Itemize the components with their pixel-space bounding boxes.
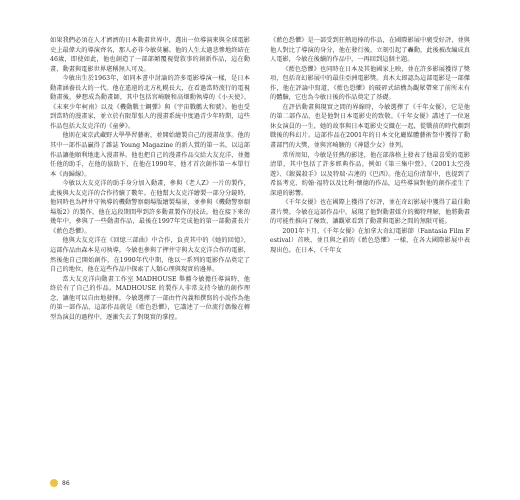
- paragraph: 他則在東京武藏野大學學習藝術，並開始繪製自己的漫畫故事。他的其中一部作品贏得了雜誌 Young Magazine 的新人賞的第一名，以這部作品讓他順利地進入漫畫界。他也把自己的漫畫作品交給大友克洋，並擔任他的助手，在他的協助下，在他在1990年，他才首次創作第一本單行本《海歸線》。: [50, 132, 250, 178]
- paragraph: 今敏出生於1963年，如同本書中討論的許多電影導演一樣，是日本動畫涵養長大的一代。他在遙遠的北方札幌長大，在看過當時流行的電視動畫後，夢想成為動畫師，其中包括宮崎駿和高畑勳執導的《小天使》、《未來少年柯南》以及《機動戰士鋼彈》與《宇宙戰艦大和號》。他也受到當時的漫畫家，並立於有限單張人的漫畫系統中度過青少年時期，這些作品包括大友克洋的《童夢》。: [50, 75, 250, 130]
- paragraph: 今敏以大友克洋的助手身分加入動畫，參與《老人Z》一片的製作，此後與大友克洋的合作持續了數年。在他幫大友克洋繪製一部分分鏡時，他同時也為押井守執導的機動警察劇場版繪製場景，並參與《機動警察劇場版2》的製作，他在這段期間學到許多動畫製作的技法。他在接下來的幾年中，參與了一些動畫作品，最後在1997年完成他的第一部動畫長片《藍色恐懼》。: [50, 180, 250, 235]
- paragraph: 《千年女優》也在國際上獲得了好評，並在奇幻影展中獲得了最佳動畫片獎。今敏在這部作品中，展現了他對動畫媒介的獨特理解，他將動畫的可能性推向了極致，讓觀眾看到了動畫與電影之間的無限可能。: [270, 199, 470, 226]
- page-footer: [50, 479, 70, 487]
- page-number: 86: [62, 479, 70, 487]
- paragraph: 2001年下月，《千年女優》在加拿大奇幻電影節（Fantasia Film Festival）首映，並且與之前的《藍色恐懼》一樣，在各大國際影展中表現出色。在日本，《千年女: [270, 227, 470, 255]
- paragraph: 如果我們必須在人才濟濟的日本動畫世界中，選出一位導演來與全球電影史上最偉大的導演齊名，那人必非今敏莫屬。他的人生太過悲慘地終結在46歲，即使如此，他也創造了一部部顛覆視覺敘事的創新作品，這在動畫，動畫與電影世界堪稱無人可及。: [50, 37, 250, 73]
- paragraph: 他與大友克洋在《回憶三部曲》中合作，負責其中的《她的回憶》，這部作品由森本晃司執導。今敏也參與了押井守與大友克洋合作的電影，然後他自己開始創作，在1990年代中期，他以一系列的電影作品奠定了自己的地位，他在這些作品中探索了人類心理與現實的邊界。: [50, 237, 250, 274]
- left-text-column: [50, 36, 250, 468]
- paragraph: 《藍色恐懼》是一部受到狂熱追捧的作品，在國際影展中廣受好評，並與他人對比了導演的身分，他在發行後，立刻引起了轟動，此後被改編成真人電影，今敏在後續的作品中，一再回到這個主題。: [270, 37, 470, 64]
- paragraph: 當大友克洋向動畫工作室 MADHOUSE 舉薦今敏擔任導演時，他終於有了自己的作品。MADHOUSE 的製作人非常支持今敏的創作理念，讓他可以自由地發揮。今敏選擇了一部由竹內義和撰寫的小說作為他的第一部作品，這部作品就是《藍色恐懼》，它講述了一位流行偶像在轉型為演員的過程中，逐漸失去了對現實的掌控。: [50, 275, 250, 321]
- paragraph: 《藍色恐懼》也同時在日本及其他國家上映，並在許多影展獲得了獎項，包括奇幻影展中的最佳亞洲電影獎。真木太郎認為這部電影是一部傑作，他在評論中寫道，《藍色恐懼》的破碎式結構為觀眾帶來了前所未有的體驗，它也為今敏日後的作品奠定了基礎。: [270, 65, 470, 102]
- paragraph: 在評估動畫與現實之間的界線時，今敏選擇了《千年女優》，它是他的第二部作品，也是他對日本電影史的致敬。《千年女優》講述了一位退休女演員的一生，她的故事與日本電影史交織在一起，從戰前的時代劇到戰後的科幻片。這部作品在2001年的日本文化廳媒體藝術祭中獲得了動畫部門的大獎，並與宮崎駿的《神隱少女》並列。: [270, 103, 470, 150]
- page-marker-dot: [50, 479, 58, 487]
- paragraph: 常所周知，今敏是狂熱的影迷，他在部落格上發表了他最喜愛的電影清單，其中包括了許多經典作品，例如《第三集中營》、《2001太空漫遊》、《銀翼殺手》以及特瑞·吉連的《巴西》。他在這份清單中，也提到了希區考克、約翰·福特以及比利·懷德的作品，這些導演對他的創作產生了深遠的影響。: [270, 151, 470, 197]
- right-text-column: [270, 36, 470, 468]
